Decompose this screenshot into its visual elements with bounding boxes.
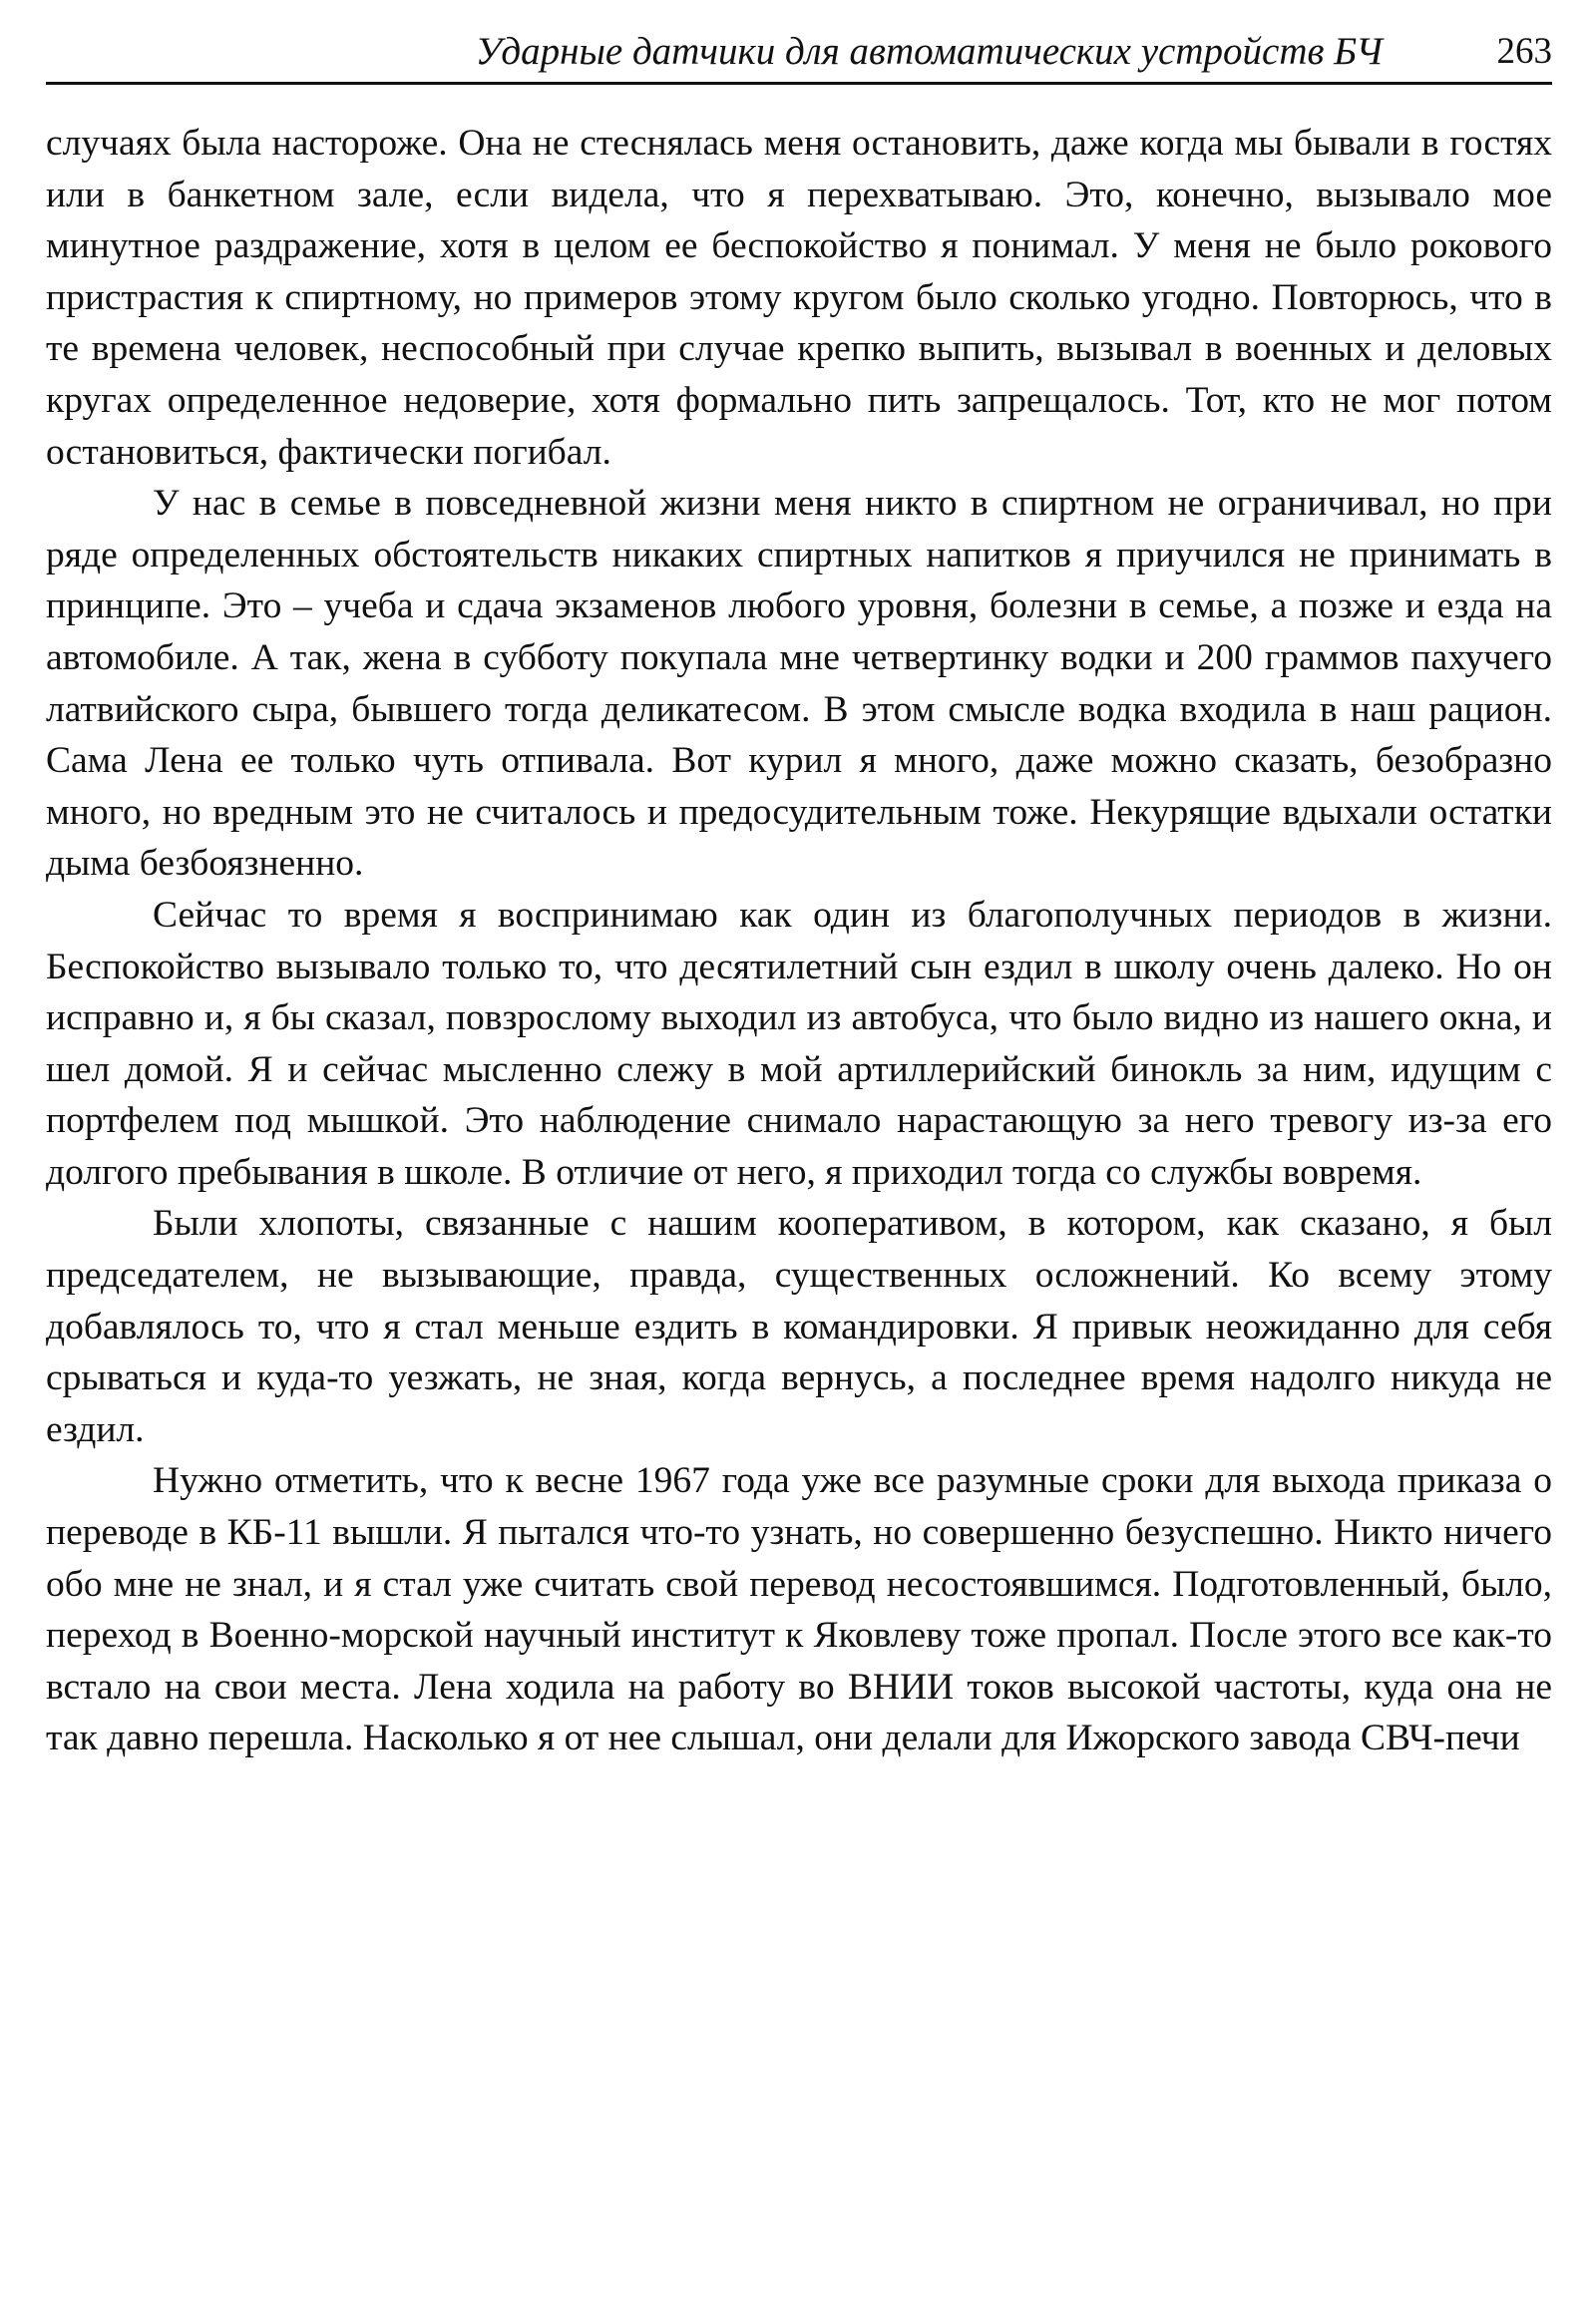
paragraph-4: Были хлопоты, связанные с нашим кооперативом, в котором, как сказано, я был председателем, не вызывающие, правда, существенных осложнений. Ко всему этому добавлялось то, что я стал меньше ездить в командировки. Я привык неожиданно для себя срываться и куда-то уезжать, не зная, когда вернусь, а последнее время надолго никуда не ездил. bbox=[46, 1203, 1552, 1450]
running-title: Ударные датчики для автоматических устройств БЧ bbox=[475, 30, 1383, 73]
paragraph-2: У нас в семье в повседневной жизни меня никто в спиртном не ограничивал, но при ряде определенных обстоятельств никаких спиртных напитков я приучился не принимать в принципе. Это – учеба и сдача экзаменов любого уровня, болезни в семье, а позже и езда на автомобиле. А так, жена в субботу покупала мне четвертинку водки и 200 граммов пахучего латвийского сыра, бывшего тогда деликатесом. В этом смысле водка входила в наш рацион. Сама Лена ее только чуть отпивала. Вот курил я много, даже можно сказать, безобразно много, но вредным это не считалось и предосудительным тоже. Некурящие вдыхали остатки дыма безбоязненно. bbox=[46, 483, 1552, 885]
paragraph-1: случаях была настороже. Она не стеснялась меня остановить, даже когда мы бывали в гостях или в банкетном зале, если видела, что я перехватываю. Это, конечно, вызывало мое минутное раздражение, хотя в целом ее беспокойство я понимал. У меня не было рокового пристрастия к спиртному, но примеров этому кругом было сколько угодно. Повторюсь, что в те времена человек, неспособный при случае крепко выпить, вызывал в военных и деловых кругах определенное недоверие, хотя формально пить запрещалось. Тот, кто не мог потом остановиться, фактически погибал. bbox=[46, 123, 1552, 473]
paragraph-3: Сейчас то время я воспринимаю как один из благополучных периодов в жизни. Беспокойство вызывало только то, что десятилетний сын ездил в школу очень далеко. Но он исправно и, я бы сказал, повзрослому выходил из автобуса, что было видно из нашего окна, и шел домой. Я и сейчас мысленно слежу в мой артиллерийский бинокль за ним, идущим с портфелем под мышкой. Это наблюдение снимало нарастающую за него тревогу из-за его долгого пребывания в школе. В отличие от него, я приходил тогда со службы вовремя. bbox=[46, 894, 1552, 1193]
page-header bbox=[46, 26, 1552, 78]
paragraph-5: Нужно отметить, что к весне 1967 года уже все разумные сроки для выхода приказа о переводе в КБ-11 вышли. Я пытался что-то узнать, но совершенно безуспешно. Никто ничего обо мне не знал, и я стал уже считать свой перевод несостоявшимся. Подготовленный, было, переход в Военно-морской научный институт к Яковлеву тоже пропал. После этого все как-то встало на свои места. Лена ходила на работу во ВНИИ токов высокой частоты, куда она не так давно перешла. Насколько я от нее слышал, они делали для Ижорского завода СВЧ-печи bbox=[46, 1460, 1552, 1759]
page-number: 263 bbox=[1496, 31, 1552, 72]
header-rule bbox=[46, 82, 1552, 85]
body-text bbox=[46, 118, 1552, 1764]
